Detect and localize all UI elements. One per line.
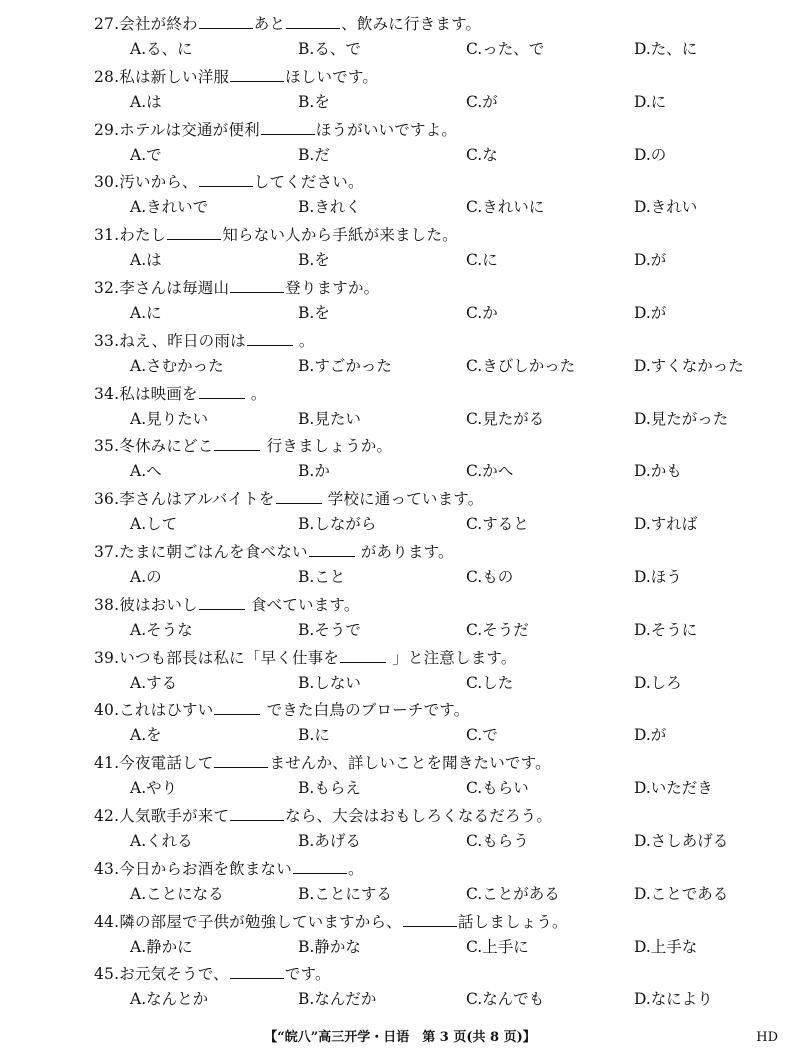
answer-options bbox=[130, 617, 770, 643]
stem-text: 。 bbox=[293, 331, 315, 350]
answer-blank bbox=[261, 116, 315, 135]
answer-option: B.静かな bbox=[298, 937, 361, 956]
answer-option: D.きれい bbox=[634, 198, 698, 217]
answer-option: D.上手な bbox=[634, 937, 698, 956]
stem-text: 27.会社が終わ bbox=[94, 15, 198, 33]
question-stem bbox=[94, 116, 457, 142]
answer-option: D.いただき bbox=[634, 779, 713, 798]
answer-option: A.で bbox=[130, 145, 162, 164]
answer-option: D.が bbox=[634, 251, 667, 270]
answer-option: B.を bbox=[298, 251, 330, 270]
answer-option: A.きれいで bbox=[130, 198, 209, 217]
answer-option: A.やり bbox=[130, 779, 178, 798]
answer-options bbox=[130, 36, 770, 62]
stem-text: 話しましょう。 bbox=[457, 912, 568, 931]
stem-text: 31.わたし bbox=[94, 226, 167, 245]
answer-option: D.そうに bbox=[634, 620, 698, 639]
stem-text: があります。 bbox=[355, 542, 454, 561]
answer-options bbox=[130, 564, 770, 590]
question-item bbox=[94, 908, 774, 961]
stem-text: 30.汚いから、 bbox=[94, 173, 198, 192]
answer-option: C.なんでも bbox=[466, 990, 545, 1009]
stem-text: 38.彼はおいし bbox=[94, 595, 198, 614]
answer-blank bbox=[199, 591, 245, 610]
answer-option: C.上手に bbox=[466, 937, 529, 956]
question-stem bbox=[94, 63, 378, 89]
stem-text: ほうがいいですよ。 bbox=[315, 120, 458, 139]
answer-option: C.ことがある bbox=[466, 884, 560, 903]
answer-option: D.ほう bbox=[634, 567, 682, 586]
stem-text: 34.私は映画を bbox=[94, 384, 198, 403]
stem-text: です。 bbox=[284, 965, 331, 984]
answer-options bbox=[130, 89, 770, 115]
answer-option: B.そうで bbox=[298, 620, 361, 639]
question-list bbox=[94, 10, 774, 1013]
answer-option: A.して bbox=[130, 515, 178, 534]
answer-option: D.すくなかった bbox=[634, 356, 744, 375]
answer-blank bbox=[230, 802, 284, 821]
stem-text: 登りますか。 bbox=[285, 278, 380, 297]
answer-blank bbox=[199, 10, 253, 29]
answer-options bbox=[130, 247, 770, 273]
answer-blank bbox=[214, 696, 260, 715]
answer-option: A.に bbox=[130, 303, 162, 322]
answer-option: A.する bbox=[130, 673, 178, 692]
answer-option: A.くれる bbox=[130, 831, 193, 850]
answer-options bbox=[130, 194, 770, 220]
answer-blank bbox=[309, 538, 355, 557]
answer-blank bbox=[214, 749, 268, 768]
answer-option: A.る、に bbox=[130, 40, 193, 58]
answer-option: B.だ bbox=[298, 145, 330, 164]
answer-blank bbox=[403, 908, 457, 927]
answer-options bbox=[130, 881, 770, 907]
stem-text: 37.たまに朝ごはんを食べない bbox=[94, 542, 308, 561]
stem-text: 学校に通っています。 bbox=[322, 490, 484, 509]
answer-blank bbox=[293, 855, 347, 874]
stem-text: できた白鳥のブローチです。 bbox=[261, 701, 470, 720]
answer-option: B.なんだか bbox=[298, 990, 377, 1009]
stem-text: 35.冬休みにどこ bbox=[94, 437, 214, 456]
stem-text: 29.ホテルは交通が便利 bbox=[94, 120, 260, 139]
answer-option: D.かも bbox=[634, 462, 682, 481]
answer-option: B.を bbox=[298, 92, 330, 111]
answer-option: B.に bbox=[298, 726, 330, 745]
answer-option: B.しながら bbox=[298, 515, 377, 534]
answer-blank bbox=[340, 644, 386, 663]
stem-text: 36.李さんはアルバイトを bbox=[94, 490, 275, 509]
question-item bbox=[94, 591, 774, 644]
question-item bbox=[94, 274, 774, 327]
stem-text: 、飲みに行きます。 bbox=[341, 15, 482, 33]
answer-option: B.か bbox=[298, 462, 330, 481]
question-item bbox=[94, 168, 774, 221]
answer-option: D.すれば bbox=[634, 515, 698, 534]
stem-text: 44.隣の部屋で子供が勉強していますから、 bbox=[94, 912, 402, 931]
stem-text: 知らない人から手紙が来ました。 bbox=[222, 226, 458, 245]
answer-option: B.しない bbox=[298, 673, 361, 692]
stem-text: 28.私は新しい洋服 bbox=[94, 67, 230, 86]
answer-option: D.た、に bbox=[634, 40, 698, 58]
answer-option: D.に bbox=[634, 92, 667, 111]
question-stem bbox=[94, 10, 481, 36]
answer-option: D.が bbox=[634, 726, 667, 745]
page-footer bbox=[0, 1028, 800, 1048]
answer-blank bbox=[276, 485, 322, 504]
answer-option: C.きれいに bbox=[466, 198, 545, 217]
answer-option: B.すごかった bbox=[298, 356, 392, 375]
answer-option: C.すると bbox=[466, 515, 529, 534]
answer-blank bbox=[230, 960, 284, 979]
answer-option: C.きびしかった bbox=[466, 356, 576, 375]
stem-text: あと bbox=[253, 15, 286, 33]
question-stem bbox=[94, 749, 551, 775]
stem-text: なら、大会はおもしろくなるだろう。 bbox=[285, 806, 553, 825]
answer-options bbox=[130, 406, 770, 432]
answer-option: A.へ bbox=[130, 462, 162, 481]
answer-options bbox=[130, 828, 770, 854]
answer-option: A.ことになる bbox=[130, 884, 224, 903]
stem-text: 。 bbox=[347, 859, 364, 878]
answer-option: C.か bbox=[466, 303, 498, 322]
question-stem bbox=[94, 855, 364, 881]
stem-text: ませんか、詳しいことを聞きたいです。 bbox=[269, 754, 551, 773]
stem-text: 40.これはひすい bbox=[94, 701, 214, 720]
footer-code: HD bbox=[756, 1030, 778, 1045]
answer-option: D.なにより bbox=[634, 990, 713, 1009]
answer-option: C.そうだ bbox=[466, 620, 529, 639]
answer-options bbox=[130, 300, 770, 326]
answer-option: B.あげる bbox=[298, 831, 361, 850]
question-stem bbox=[94, 380, 267, 406]
question-item bbox=[94, 696, 774, 749]
answer-option: A.は bbox=[130, 251, 162, 270]
answer-blank bbox=[167, 221, 221, 240]
stem-text: 行きましょうか。 bbox=[261, 437, 393, 456]
answer-option: A.を bbox=[130, 726, 162, 745]
answer-option: C.かへ bbox=[466, 462, 514, 481]
stem-text: 32.李さんは毎週山 bbox=[94, 278, 230, 297]
answer-options bbox=[130, 722, 770, 748]
stem-text: ほしいです。 bbox=[285, 67, 379, 86]
question-item bbox=[94, 327, 774, 380]
stem-text: 41.今夜電話して bbox=[94, 754, 214, 773]
answer-option: B.ことにする bbox=[298, 884, 392, 903]
answer-option: A.の bbox=[130, 567, 162, 586]
question-stem bbox=[94, 538, 454, 564]
answer-option: A.なんとか bbox=[130, 990, 209, 1009]
question-item bbox=[94, 63, 774, 116]
answer-option: A.さむかった bbox=[130, 356, 224, 375]
question-item bbox=[94, 380, 774, 433]
answer-option: C.もらい bbox=[466, 779, 529, 798]
question-stem bbox=[94, 168, 364, 194]
answer-option: C.な bbox=[466, 145, 498, 164]
answer-option: B.を bbox=[298, 303, 330, 322]
answer-blank bbox=[230, 274, 284, 293]
question-stem bbox=[94, 432, 392, 458]
question-item bbox=[94, 10, 774, 63]
question-item bbox=[94, 221, 774, 274]
answer-blank bbox=[214, 432, 260, 451]
answer-options bbox=[130, 775, 770, 801]
answer-option: C.した bbox=[466, 673, 514, 692]
question-stem bbox=[94, 908, 568, 934]
question-item bbox=[94, 855, 774, 908]
question-stem bbox=[94, 485, 483, 511]
footer-page-info: 【“皖八”高三开学・日语 第 3 页(共 8 页)】 bbox=[264, 1030, 536, 1045]
answer-option: D.ことである bbox=[634, 884, 729, 903]
answer-options bbox=[130, 458, 770, 484]
answer-option: A.そうな bbox=[130, 620, 193, 639]
stem-text: 。 bbox=[245, 384, 267, 403]
answer-option: B.もらえ bbox=[298, 779, 361, 798]
answer-option: A.は bbox=[130, 92, 162, 111]
answer-options bbox=[130, 142, 770, 168]
stem-text: 」と注意します。 bbox=[387, 648, 517, 667]
answer-option: C.もの bbox=[466, 567, 514, 586]
question-stem bbox=[94, 644, 517, 670]
question-item bbox=[94, 960, 774, 1013]
question-item bbox=[94, 485, 774, 538]
stem-text: 33.ねえ、昨日の雨は bbox=[94, 331, 246, 350]
answer-options bbox=[130, 934, 770, 960]
answer-option: C.見たがる bbox=[466, 409, 545, 428]
answer-option: D.が bbox=[634, 303, 667, 322]
question-stem bbox=[94, 960, 331, 986]
answer-blank bbox=[199, 168, 253, 187]
answer-options bbox=[130, 670, 770, 696]
stem-text: 43.今日からお酒を飲まない bbox=[94, 859, 292, 878]
question-item bbox=[94, 749, 774, 802]
question-stem bbox=[94, 327, 315, 353]
answer-blank bbox=[199, 380, 245, 399]
answer-blank bbox=[230, 63, 284, 82]
answer-options bbox=[130, 986, 770, 1012]
answer-options bbox=[130, 511, 770, 537]
question-stem bbox=[94, 591, 360, 617]
question-item bbox=[94, 116, 774, 169]
answer-option: C.で bbox=[466, 726, 498, 745]
question-item bbox=[94, 644, 774, 697]
answer-option: C.が bbox=[466, 92, 498, 111]
answer-option: C.もらう bbox=[466, 831, 529, 850]
stem-text: 39.いつも部長は私に「早く仕事を bbox=[94, 648, 340, 667]
answer-option: B.る、で bbox=[298, 40, 361, 58]
question-stem bbox=[94, 802, 552, 828]
answer-option: D.しろ bbox=[634, 673, 682, 692]
question-item bbox=[94, 538, 774, 591]
answer-blank bbox=[247, 327, 293, 346]
stem-text: してください。 bbox=[253, 173, 364, 192]
answer-options bbox=[130, 353, 770, 379]
stem-text: 42.人気歌手が来て bbox=[94, 806, 230, 825]
answer-option: B.こと bbox=[298, 567, 346, 586]
answer-option: D.の bbox=[634, 145, 667, 164]
answer-option: D.見たがった bbox=[634, 409, 729, 428]
answer-option: A.静かに bbox=[130, 937, 193, 956]
question-stem bbox=[94, 696, 469, 722]
question-item bbox=[94, 432, 774, 485]
answer-option: B.きれく bbox=[298, 198, 361, 217]
answer-option: A.見りたい bbox=[130, 409, 209, 428]
question-item bbox=[94, 802, 774, 855]
question-stem bbox=[94, 221, 458, 247]
answer-option: C.った、で bbox=[466, 40, 545, 58]
answer-blank bbox=[286, 10, 340, 29]
question-stem bbox=[94, 274, 379, 300]
answer-option: D.さしあげる bbox=[634, 831, 729, 850]
answer-option: C.に bbox=[466, 251, 498, 270]
stem-text: 45.お元気そうで、 bbox=[94, 965, 229, 984]
stem-text: 食べています。 bbox=[245, 595, 360, 614]
answer-option: B.見たい bbox=[298, 409, 361, 428]
